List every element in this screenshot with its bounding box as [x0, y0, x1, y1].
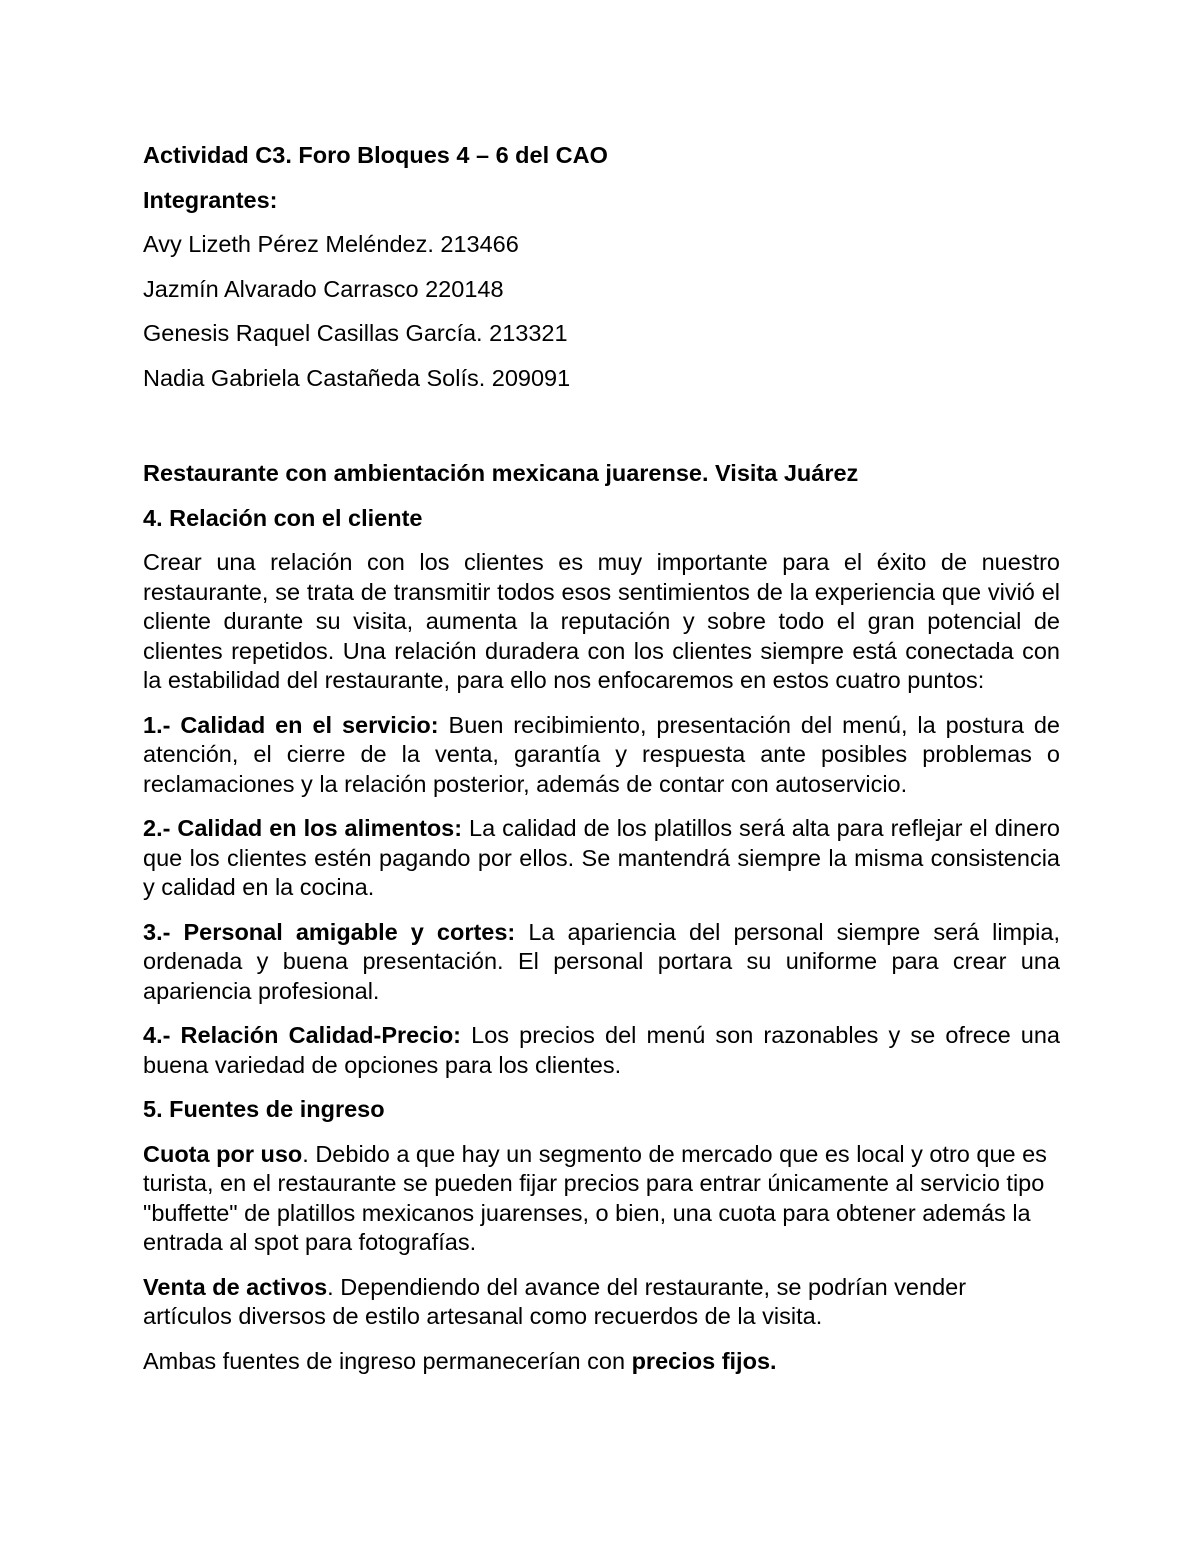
member-name: Avy Lizeth Pérez Meléndez. 213466	[143, 231, 519, 257]
section-4-heading: 4. Relación con el cliente	[143, 504, 423, 531]
member-name: Genesis Raquel Casillas García. 213321	[143, 320, 568, 346]
point-text: Los precios del menú son razonables y se ofrece una buena variedad de opciones para los clientes.	[143, 1022, 1060, 1078]
blank-line	[143, 408, 1060, 459]
point-paragraph	[143, 711, 1060, 800]
income-text: . Debido a que hay un segmento de mercado que es local y otro que es turista, en el restaurante se pueden fijar precios para entrar únicamente al servicio tipo "buffette" de platillos mexicanos juarenses, o bien, una cuota para obtener además la entrada al spot para fotografías.	[143, 1140, 1047, 1255]
income-text: . Dependiendo del avance del restaurante, se podrían vender artículos diversos de estilo artesanal como recuerdos de la visita.	[143, 1273, 967, 1329]
income-paragraph	[143, 1140, 1060, 1258]
point-paragraph	[143, 1021, 1060, 1080]
member-name: Jazmín Alvarado Carrasco 220148	[143, 275, 504, 302]
point-label: 1.- Calidad en el servicio:	[143, 711, 439, 738]
point-text: La apariencia del personal siempre será limpia, ordenada y buena presentación. El personal portara su uniforme para crear una apariencia profesional.	[143, 918, 1060, 1004]
point-text: La calidad de los platillos será alta para reflejar el dinero que los clientes estén pagando por ellos. Se mantendrá siempre la misma consistencia y calidad en la cocina.	[143, 815, 1060, 900]
point-label: 3.- Personal amigable y cortes:	[143, 918, 516, 945]
document-title: Actividad C3. Foro Bloques 4 – 6 del CAO	[143, 142, 608, 168]
member-name: Nadia Gabriela Castañeda Solís. 209091	[143, 364, 571, 391]
point-paragraph	[143, 918, 1060, 1007]
closing-bold: precios fijos	[631, 1347, 771, 1374]
income-paragraph	[143, 1273, 1060, 1332]
income-label: Cuota por uso	[143, 1140, 303, 1167]
section-5-heading: 5. Fuentes de ingreso	[143, 1096, 385, 1122]
closing-prefix: Ambas fuentes de ingreso permanecerían con	[143, 1347, 632, 1374]
point-text: Buen recibimiento, presentación del menú, la postura de atención, el cierre de la venta, garantía y respuesta ante posibles problemas o reclamaciones y la relación posterior, además de contar con autoservicio.	[143, 711, 1060, 797]
project-title: Restaurante con ambientación mexicana juarense. Visita Juárez	[143, 460, 859, 486]
income-label: Venta de activos	[143, 1273, 328, 1300]
point-label: 2.- Calidad en los alimentos:	[143, 815, 463, 841]
members-label: Integrantes:	[143, 186, 278, 213]
point-label: 4.- Relación Calidad-Precio:	[143, 1022, 461, 1048]
document-page	[143, 141, 1060, 1391]
closing-paragraph	[143, 1347, 1060, 1377]
closing-suffix: .	[770, 1347, 777, 1374]
section-4-intro: Crear una relación con los clientes es muy importante para el éxito de nuestro restaurante, se trata de transmitir todos esos sentimientos de la experiencia que vivió el cliente durante su visita, aumenta la reputación y sobre todo el gran potencial de clientes repetidos. Una relación duradera con los clientes siempre está conectada con la estabilidad del restaurante, para ello nos enfocaremos en estos cuatro puntos:	[143, 549, 1060, 693]
point-paragraph	[143, 814, 1060, 903]
